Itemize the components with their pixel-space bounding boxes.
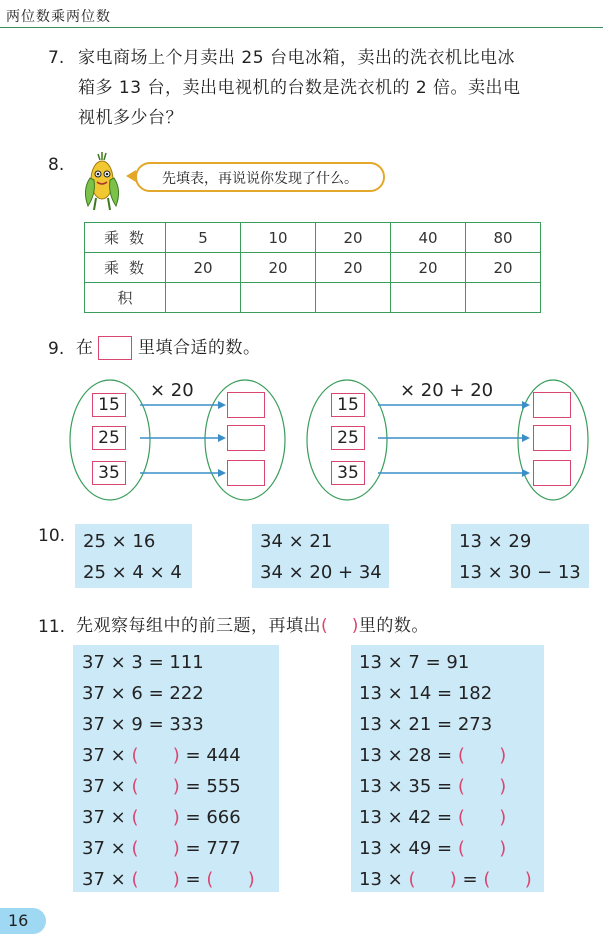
table-row	[85, 223, 541, 253]
input-value-box: 15	[92, 393, 126, 417]
answer-box[interactable]	[227, 460, 265, 486]
expression: 25 × 16	[83, 531, 156, 552]
equation-text: 37 ×	[82, 807, 132, 828]
table-cell: 20	[391, 253, 466, 283]
chapter-title: 两位数乘两位数	[6, 9, 111, 25]
equation-text: 13 × 35 =	[359, 776, 458, 797]
equation: 13 × 14 = 182	[359, 683, 493, 704]
equation: 13 × 7 = 91	[359, 652, 470, 673]
fill-equation	[82, 771, 279, 802]
input-value-box: 25	[92, 426, 126, 450]
q7-line: 家电商场上个月卖出 25 台电冰箱，卖出的洗衣机比电冰	[78, 48, 515, 68]
equation-text: 37 ×	[82, 745, 132, 766]
input-value-box: 35	[331, 461, 365, 485]
blank-paren[interactable]: ( )	[483, 869, 532, 890]
equation-text: = 444	[179, 745, 241, 766]
table-cell: 40	[391, 223, 466, 253]
table-cell: 80	[466, 223, 541, 253]
blank-paren[interactable]: ( )	[457, 838, 507, 859]
equation-text: 13 ×	[359, 869, 409, 890]
expression-group	[252, 524, 389, 588]
input-value-box: 35	[92, 461, 126, 485]
equation: 13 × 21 = 273	[359, 714, 493, 735]
q7-line: 视机多少台？	[78, 108, 183, 128]
expression-group	[451, 524, 589, 588]
table-cell: 20	[166, 253, 241, 283]
equation-text: = 666	[179, 807, 241, 828]
product-answer-cell[interactable]	[391, 283, 466, 313]
expression: 13 × 29	[459, 531, 532, 552]
table-row	[85, 283, 541, 313]
speech-bubble: 先填表，再说说你发现了什么。	[135, 162, 385, 192]
blank-paren[interactable]: ( )	[131, 838, 180, 859]
table-row	[85, 253, 541, 283]
equation-text: 37 ×	[82, 869, 132, 890]
q11-text-before: 先观察每组中的前三题，再填出	[76, 616, 321, 636]
q11-text	[76, 611, 429, 641]
table-cell: 20	[466, 253, 541, 283]
blank-paren[interactable]: ( )	[131, 745, 180, 766]
equation-text: = 555	[179, 776, 241, 797]
pattern-group-right	[351, 645, 544, 892]
answer-box[interactable]	[533, 392, 571, 418]
expression: 34 × 20 + 34	[260, 562, 382, 583]
header-divider	[0, 27, 603, 28]
input-value-box: 25	[331, 426, 365, 450]
expression: 34 × 21	[260, 531, 333, 552]
equation-text: 13 × 28 =	[359, 745, 458, 766]
q10-number: 10.	[38, 526, 66, 546]
operation-label: × 20 + 20	[400, 380, 494, 401]
table-cell: 20	[241, 253, 316, 283]
blank-paren[interactable]: ( )	[408, 869, 457, 890]
paren-sample: ( )	[321, 616, 359, 636]
blank-paren[interactable]: ( )	[457, 807, 507, 828]
input-value-box: 15	[331, 393, 365, 417]
pattern-group-left	[73, 645, 279, 892]
equation: 37 × 6 = 222	[82, 683, 204, 704]
table-cell: 10	[241, 223, 316, 253]
blank-paren[interactable]: ( )	[131, 776, 180, 797]
answer-box[interactable]	[227, 425, 265, 451]
page-number: 16	[0, 908, 46, 934]
blank-paren[interactable]: ( )	[131, 869, 180, 890]
answer-box[interactable]	[533, 425, 571, 451]
expression-group	[75, 524, 192, 588]
fill-equation	[82, 833, 279, 864]
fill-equation	[359, 771, 544, 802]
fill-equation	[82, 802, 279, 833]
q7-text	[78, 43, 598, 133]
product-answer-cell[interactable]	[166, 283, 241, 313]
equation-text: 37 ×	[82, 776, 132, 797]
equation-text: 13 × 42 =	[359, 807, 458, 828]
row-label: 积	[85, 283, 166, 313]
expression: 25 × 4 × 4	[83, 562, 182, 583]
blank-paren[interactable]: ( )	[131, 807, 180, 828]
q7-number: 7.	[48, 48, 65, 68]
q7-line: 箱多 13 台，卖出电视机的台数是洗衣机的 2 倍。卖出电	[78, 78, 521, 98]
equation: 37 × 3 = 111	[82, 652, 204, 673]
equation-text: = 777	[179, 838, 241, 859]
product-answer-cell[interactable]	[241, 283, 316, 313]
row-label: 乘数	[85, 253, 166, 283]
fill-equation	[359, 833, 544, 864]
equation-text: =	[179, 869, 207, 890]
equation-text: 13 × 49 =	[359, 838, 458, 859]
q8-number: 8.	[48, 155, 65, 175]
fill-equation	[359, 864, 544, 895]
q11-text-after: 里的数。	[358, 616, 429, 636]
table-cell: 5	[166, 223, 241, 253]
row-label: 乘数	[85, 223, 166, 253]
equation-text: =	[456, 869, 484, 890]
blank-paren[interactable]: ( )	[457, 745, 507, 766]
expression: 13 × 30 − 13	[459, 562, 581, 583]
answer-box[interactable]	[227, 392, 265, 418]
blank-paren[interactable]: ( )	[457, 776, 507, 797]
q9-text-after: 里填合适的数。	[138, 338, 261, 358]
blank-paren[interactable]: ( )	[206, 869, 255, 890]
fill-equation	[359, 802, 544, 833]
table-cell: 20	[316, 253, 391, 283]
product-answer-cell[interactable]	[466, 283, 541, 313]
operation-label: × 20	[150, 380, 194, 401]
table-cell: 20	[316, 223, 391, 253]
fill-equation	[359, 740, 544, 771]
equation: 37 × 9 = 333	[82, 714, 204, 735]
corn-mascot-icon	[78, 150, 130, 212]
q11-number: 11.	[38, 617, 66, 637]
equation-text: 37 ×	[82, 838, 132, 859]
multiplication-table	[84, 222, 541, 313]
fill-equation	[82, 864, 279, 895]
fill-equation	[82, 740, 279, 771]
q9-number: 9.	[48, 339, 65, 359]
answer-box-sample	[98, 336, 132, 360]
q9-text-before: 在	[76, 338, 94, 358]
product-answer-cell[interactable]	[316, 283, 391, 313]
answer-box[interactable]	[533, 460, 571, 486]
